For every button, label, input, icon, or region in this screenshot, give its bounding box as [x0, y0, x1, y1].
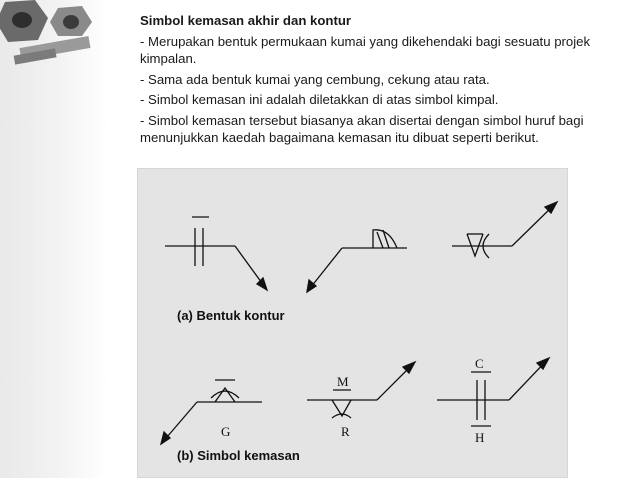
letter-r: R — [341, 424, 350, 439]
letter-c: C — [475, 356, 484, 371]
bullet-4: - Simbol kemasan tersebut biasanya akan disertai dengan simbol huruf bagi menunjukkan kaedah bagaimana kemasan itu dibuat seperti berikut. — [140, 112, 584, 145]
letter-g: G — [221, 424, 231, 439]
welding-symbol-figure — [137, 168, 568, 478]
slide-text — [140, 12, 630, 150]
caption-b: (b) Simbol kemasan — [177, 448, 300, 463]
letter-m: M — [337, 374, 349, 389]
decorative-side-strip — [0, 0, 108, 478]
welding-symbols-drawing — [137, 168, 568, 478]
bullet-1: - Merupakan bentuk permukaan kumai yang dikehendaki bagi sesuatu projek kimpalan. — [140, 33, 591, 66]
bullet-2: - Sama ada bentuk kumai yang cembung, cekung atau rata. — [140, 71, 490, 87]
letter-h: H — [475, 430, 485, 445]
bullet-3: - Simbol kemasan ini adalah diletakkan di atas simbol kimpal. — [140, 92, 499, 107]
caption-a: (a) Bentuk kontur — [177, 308, 285, 323]
slide-title: Simbol kemasan akhir dan kontur — [140, 13, 352, 28]
bolts-nuts-image — [0, 0, 100, 70]
